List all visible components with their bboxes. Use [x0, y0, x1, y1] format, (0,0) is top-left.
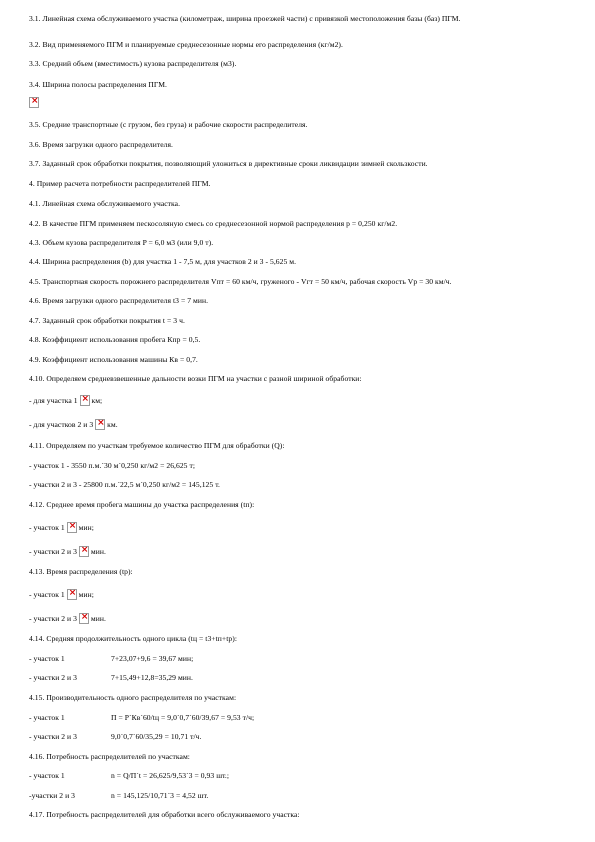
paragraph-4-7: 4.7. Заданный срок обработки покрытия t = 3 ч.: [29, 316, 185, 325]
quantity-sections-2-3: - участки 2 и 3 - 25800 п.м.´22,5 м´0,250 кг/м2 = 145,125 т.: [29, 480, 220, 489]
line-label: - участок 1: [29, 590, 65, 599]
need-section-1: [29, 771, 575, 781]
line-label: - для участка 1: [29, 396, 78, 405]
line-unit: км;: [91, 396, 103, 405]
broken-image-icon: [67, 589, 77, 600]
spread-time-section-1: [29, 589, 575, 600]
line-unit: мин.: [90, 614, 106, 623]
broken-image-icon: [29, 97, 39, 108]
paragraph-4-2: 4.2. В качестве ПГМ применяем пескосоляную смесь со среднесезонной нормой распределения p = 0,250 кг/м2.: [29, 219, 398, 228]
paragraph-3-2: 3.2. Вид применяемого ПГМ и планируемые среднесезонные нормы его распределения (кг/м2).: [29, 40, 343, 49]
line-value: П = P´Кв´60/tц = 9,0´0,7´60/39,67 = 9,53 т/ч;: [111, 713, 255, 722]
paragraph-4-12: 4.12. Среднее время пробега машины до участка распределения (tп):: [29, 500, 255, 509]
heading-4: 4. Пример расчета потребности распределителей ПГМ.: [29, 179, 211, 188]
productivity-section-1: [29, 713, 575, 723]
paragraph-3-7: 3.7. Заданный срок обработки покрытия, позволяющий уложиться в директивные сроки ликвидации зимней скользкости.: [29, 159, 428, 168]
paragraph-4-8: 4.8. Коэффициент использования пробега Кпр = 0,5.: [29, 335, 201, 344]
line-label: - участок 1: [29, 713, 65, 722]
paragraph-4-13: 4.13. Время распределения (tр):: [29, 567, 133, 576]
line-label: -участки 2 и 3: [29, 791, 76, 800]
paragraph-3-1: 3.1. Линейная схема обслуживаемого участка (километраж, ширина проезжей части) с привязкой местоположения базы (баз) ПГМ.: [29, 14, 461, 23]
paragraph-4-1: 4.1. Линейная схема обслуживаемого участка.: [29, 199, 181, 208]
paragraph-4-11: 4.11. Определяем по участкам требуемое количество ПГМ для обработки (Q):: [29, 441, 285, 450]
paragraph-4-14: 4.14. Средняя продолжительность одного цикла (tц = t3+tп+tр):: [29, 634, 237, 643]
travel-time-section-1: [29, 522, 575, 533]
line-label: - для участков 2 и 3: [29, 420, 94, 429]
line-label: - участки 2 и 3: [29, 614, 77, 623]
travel-time-sections-2-3: [29, 546, 575, 557]
line-value: n = 145,125/10,71´3 = 4,52 шт.: [111, 791, 209, 800]
line-label: - участки 2 и 3: [29, 673, 77, 682]
line-unit: мин;: [78, 523, 94, 532]
line-label: - участок 1: [29, 523, 65, 532]
line-value: n = Q/П´t = 26,625/9,53´3 = 0,93 шт.;: [111, 771, 229, 780]
broken-image-icon: [79, 546, 89, 557]
broken-image-icon: [67, 522, 77, 533]
paragraph-3-3: 3.3. Средний объем (вместимость) кузова распределителя (м3).: [29, 59, 237, 68]
line-unit: мин;: [78, 590, 94, 599]
paragraph-4-16: 4.16. Потребность распределителей по участкам:: [29, 752, 190, 761]
paragraph-3-6: 3.6. Время загрузки одного распределителя.: [29, 140, 173, 149]
paragraph-4-9: 4.9. Коэффициент использования машины Кв = 0,7.: [29, 355, 198, 364]
quantity-section-1: - участок 1 - 3550 п.м.´30 м´0,250 кг/м2 = 26,625 т;: [29, 461, 196, 470]
line-label: - участки 2 и 3: [29, 732, 77, 741]
productivity-sections-2-3: [29, 732, 575, 742]
line-unit: км.: [107, 420, 118, 429]
spread-time-sections-2-3: [29, 613, 575, 624]
line-label: - участок 1: [29, 654, 65, 663]
line-unit: мин.: [90, 547, 106, 556]
paragraph-3-4: 3.4. Ширина полосы распределения ПГМ.: [29, 80, 167, 89]
paragraph-4-3: 4.3. Объем кузова распределителя P = 6,0 м3 (или 9,0 т).: [29, 238, 214, 247]
line-label: - участки 2 и 3: [29, 547, 77, 556]
need-sections-2-3: [29, 791, 575, 801]
line-value: 7+15,49+12,8=35,29 мин.: [111, 673, 193, 682]
paragraph-4-4: 4.4. Ширина распределения (b) для участка 1 - 7,5 м, для участков 2 и 3 - 5,625 м.: [29, 257, 297, 266]
distance-line-sections-2-3: [29, 419, 575, 430]
paragraph-4-10: 4.10. Определяем средневзвешенные дальности возки ПГМ на участки с разной шириной обработки:: [29, 374, 362, 383]
cycle-section-1: [29, 654, 575, 664]
broken-image-icon: [95, 419, 105, 430]
line-value: 7+23,07+9,6 = 39,67 мин;: [111, 654, 194, 663]
distance-line-section-1: [29, 395, 575, 406]
broken-image-icon: [79, 613, 89, 624]
paragraph-3-5: 3.5. Средние транспортные (с грузом, без груза) и рабочие скорости распределителя.: [29, 120, 308, 129]
paragraph-4-6: 4.6. Время загрузки одного распределителя t3 = 7 мин.: [29, 296, 209, 305]
cycle-sections-2-3: [29, 673, 575, 683]
paragraph-4-5: 4.5. Транспортная скорость порожнего распределителя Vпт = 60 км/ч, груженого - Vгт = 50 км/ч, рабочая скорость Vр = 30 км/ч.: [29, 277, 452, 286]
broken-image-icon: [80, 395, 90, 406]
paragraph-4-15: 4.15. Производительность одного распределителя по участкам:: [29, 693, 237, 702]
line-value: 9,0´0,7´60/35,29 = 10,71 т/ч.: [111, 732, 202, 741]
paragraph-4-17: 4.17. Потребность распределителей для обработки всего обслуживаемого участка:: [29, 810, 300, 819]
line-label: - участок 1: [29, 771, 65, 780]
